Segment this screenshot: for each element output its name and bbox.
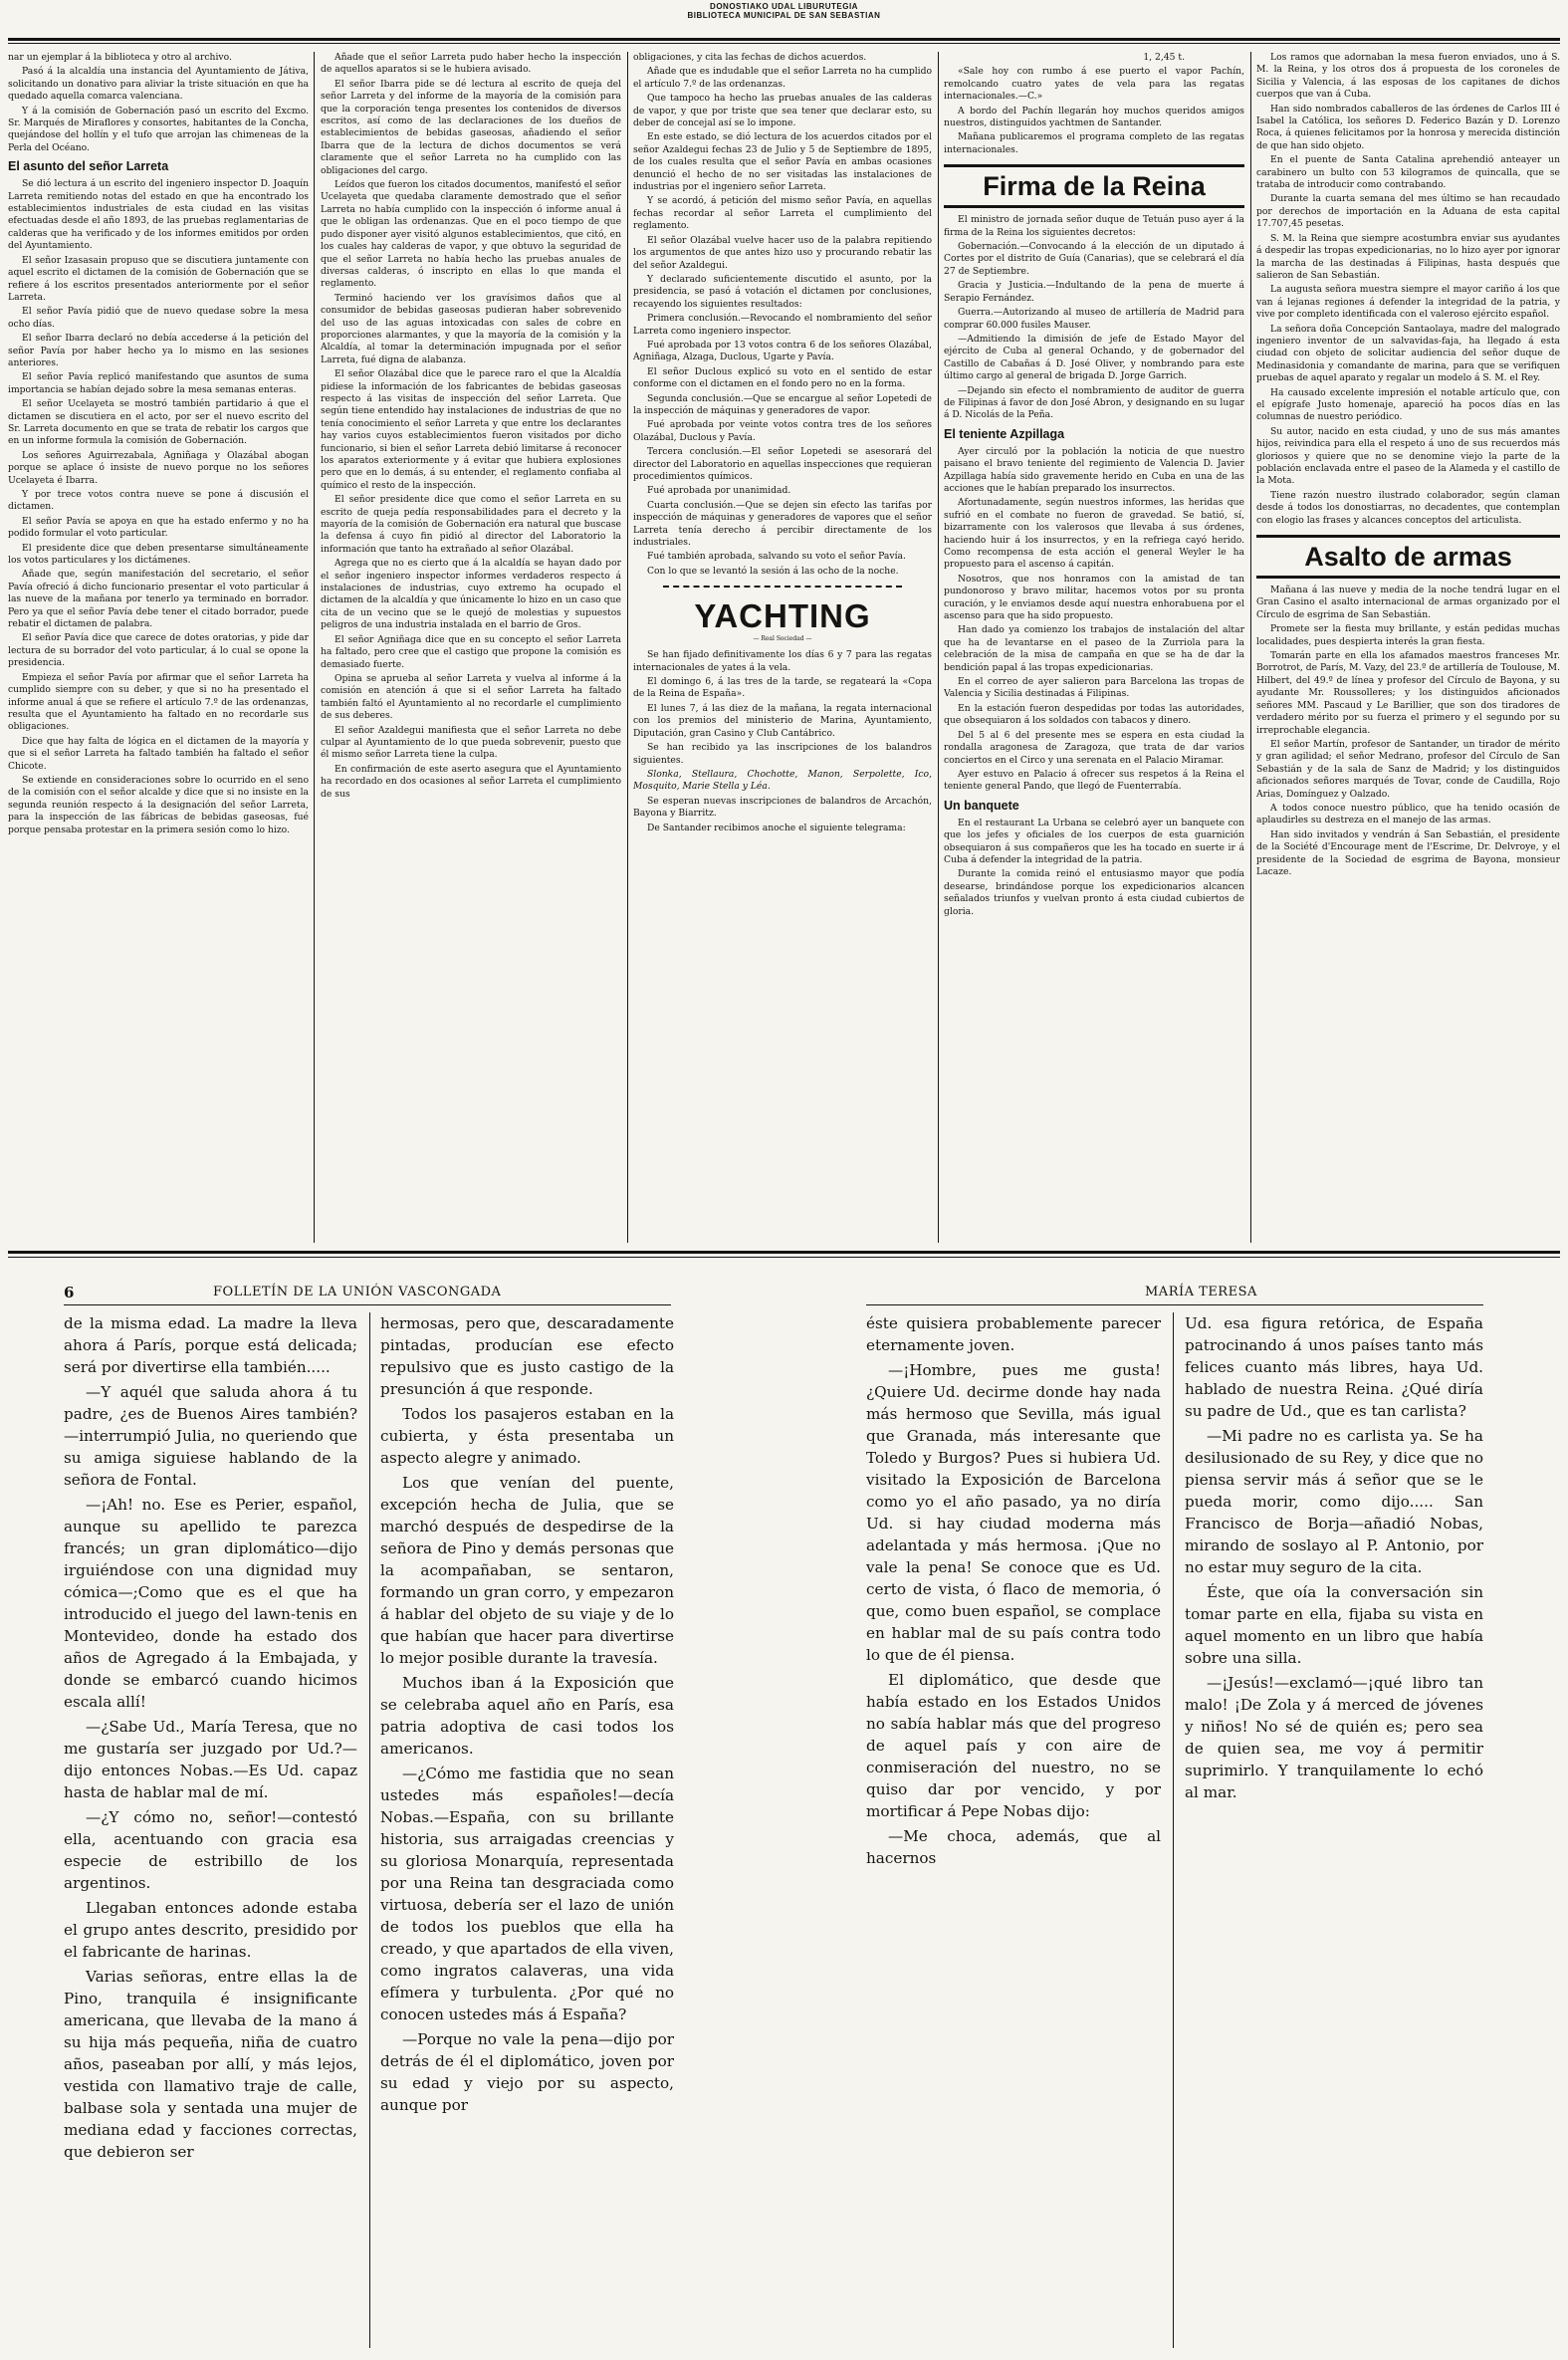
paragraph: El señor Ibarra declaró no debía accederse á la petición del señor Pavía por haber hecho ya lo mismo en las sesiones anteriores.: [8, 333, 309, 368]
paragraph: Gracia y Justicia.—Indultando de la pena de muerte á Serapio Fernández.: [944, 280, 1244, 304]
paragraph: de la misma edad. La madre la lleva ahora á París, porque está delicada; será por divertirse ella también.....: [64, 1314, 357, 1376]
paragraph: Se dió lectura á un escrito del ingeniero inspector D. Joaquín Larreta remitiendo notas del estado en que ha encontrado los establecimientos industriales de esta ciudad en las visitas efectuadas desde el año 1893, de las pruebas reglamentarias de calderas que ha verificado y de los informes emitidos por orden del Ayuntamiento.: [8, 178, 309, 252]
paragraph: Los ramos que adornaban la mesa fueron enviados, uno á S. M. la Reina, y los otros dos á propuesta de los coroneles de Sicilia y Valencia, á las esposas de los capitanes de dichos cuerpos que van á Cuba.: [1256, 52, 1560, 101]
subheading-azpillaga: El teniente Azpillaga: [944, 426, 1065, 441]
column-divider: [1250, 52, 1251, 1243]
paragraph: Gobernación.—Convocando á la elección de un diputado á Cortes por el distrito de Guía (Canarias), que se celebrará el día 27 de Septiembre.: [944, 241, 1244, 277]
paragraph: Slonka, Stellaura, Chochotte, Manon, Serpolette, Ico, Mosquito, Marie Stella y Léa.: [633, 768, 932, 793]
paragraph: Fué aprobada por 13 votos contra 6 de los señores Olazábal, Agniñaga, Alzaga, Duclous, Ugarte y Pavía.: [633, 339, 932, 363]
paragraph: Se han fijado definitivamente los días 6 y 7 para las regatas internacionales de yates á la vela.: [633, 649, 932, 673]
paragraph: El diplomático, que desde que había estado en los Estados Unidos no sabía hablar más que del progreso de aquel país y con aire de conmiseración del nuestro, no se quiso dar por vencido, y por mortificar á Pepe Nobas dijo:: [866, 1671, 1161, 1820]
paragraph: —Porque no vale la pena—dijo por detrás de él el diplomático, joven por su edad y viejo por su aspecto, aunque por: [380, 2030, 674, 2114]
paragraph: Han dado ya comienzo los trabajos de instalación del altar que ha de levantarse en el paseo de la Zurriola para la celebración de la misa de campaña en que se ha de dar la bendición papal á las tropas expedicionarias.: [944, 624, 1244, 673]
paragraph: Añade que el señor Larreta pudo haber hecho la inspección de aquellos aparatos si se le hubiera avisado.: [321, 52, 621, 76]
folletin-header-left: [64, 1285, 671, 1302]
subheading-banquete: Un banquete: [944, 798, 1019, 813]
folletin-divider: [369, 1312, 370, 2348]
telegram-time: 1, 2,45 t.: [1143, 52, 1185, 63]
paragraph: El señor Martín, profesor de Santander, un tirador de mérito y gran agilidad; el señor Medrano, profesor del Círculo de San Sebastián y de la sala de Sanz de Madrid; y los distinguidos aficionados señores marqués de Tovar, conde de Caudilla, Rojo Arias, Domínguez y Oalzado.: [1256, 738, 1560, 800]
paragraph: Añade que es indudable que el señor Larreta no ha cumplido el artículo 7.º de las ordenanzas.: [633, 66, 932, 90]
news-section: [8, 52, 1560, 1245]
paragraph: Terminó haciendo ver los gravísimos daños que al consumidor de bebidas gaseosas pudieran haber sobrevenido del uso de las aguas intoxicadas con sales de cobre en proporciones alarmantes, y que la mayoría de la comisión y la Alcaldía, al tomar la determinación impugnada por el señor Larreta, fué digna de alabanza.: [321, 292, 621, 365]
paragraph: El señor Agniñaga dice que en su concepto el señor Larreta ha faltado, pero cree que el castigo que propone la comisión es demasiado fuerte.: [321, 633, 621, 670]
paragraph: En el puente de Santa Catalina aprehendió anteayer un carabinero un bulto con 53 kilogramos de quincalla, que se trataba de introducir como contrabando.: [1256, 154, 1560, 191]
paragraph: El señor Izasasain propuso que se discutiera juntamente con aquel escrito el dictamen de la comisión de Gobernación que se refiere á los escritos presentados anteriormente por el señor Larreta.: [8, 254, 309, 303]
paragraph: El señor Pavía se apoya en que ha estado enfermo y no ha podido formular el voto particular.: [8, 515, 309, 540]
library-stamp: [0, 2, 1568, 20]
section-divider: [663, 586, 902, 588]
paragraph: El señor Duclous explicó su voto en el sentido de estar conforme con el dictamen en el fondo pero no en la forma.: [633, 365, 932, 390]
paragraph: El presidente dice que deben presentarse simultáneamente los votos particulares y los dictámenes.: [8, 542, 309, 567]
stamp-line-1: DONOSTIAKO UDAL LIBURUTEGIA: [710, 2, 858, 11]
firma-heading: Firma de la Reina: [944, 164, 1244, 208]
paragraph: Primera conclusión.—Revocando el nombramiento del señor Larreta como ingeniero inspector.: [633, 313, 932, 337]
page-number: 6: [64, 1284, 75, 1301]
column-4: [944, 52, 1244, 1245]
paragraph: —¡Jesús!—exclamó—¡qué libro tan malo! ¡De Zola y á merced de jóvenes y niños! No sé de quién es; pero sea de quien sea, me voy á permitir suprimirlo. Y tranquilamente lo echó al mar.: [1185, 1674, 1483, 1801]
paragraph: —¿Y cómo no, señor!—contestó ella, acentuando con gracia esa especie de estribillo de los argentinos.: [64, 1808, 357, 1892]
novel-title: MARÍA TERESA: [1145, 1285, 1257, 1299]
folletin-column-2: [380, 1312, 674, 2358]
paragraph: De Santander recibimos anoche el siguiente telegrama:: [647, 822, 906, 833]
paragraph: «Sale hoy con rumbo á ese puerto el vapor Pachín, remolcando cuatro yates de vela para las regatas internacionales.—C.»: [944, 66, 1244, 103]
paragraph: En este estado, se dió lectura de los acuerdos citados por el señor Azaldegui fechas 23 de Julio y 5 de Septiembre de 1895, de los cuales resulta que el señor Pavía en ambas ocasiones denunció el hecho de no ser visitadas las instalaciones de industrias por el ingeniero señor Larreta.: [633, 131, 932, 193]
paragraph: Nosotros, que nos honramos con la amistad de tan pundonoroso y bravo militar, hacemos votos por su pronta curación, y le enviamos desde aquí nuestra enhorabuena por el ascenso para que ha sido propuesto.: [944, 573, 1244, 622]
paragraph: —Me choca, además, que al hacernos: [866, 1827, 1161, 1867]
section-rule: [8, 1251, 1560, 1254]
paragraph: Fué aprobada por veinte votos contra tres de los señores Olazábal, Duclous y Pavía.: [633, 419, 932, 443]
paragraph: Guerra.—Autorizando al museo de artillería de Madrid para comprar 60.000 fusiles Mauser.: [944, 307, 1244, 331]
paragraph: Muchos iban á la Exposición que se celebraba aquel año en París, esa patria adoptiva de casi todos los americanos.: [380, 1674, 674, 1758]
paragraph: Llegaban entonces adonde estaba el grupo antes descrito, presidido por el fabricante de harinas.: [64, 1899, 357, 1961]
paragraph: A todos conoce nuestro público, que ha tenido ocasión de aplaudirles su destreza en el manejo de las armas.: [1256, 802, 1560, 826]
paragraph: Ud. esa figura retórica, de España patrocinando á unos países tanto más felices cuanto más libres, haya Ud. hablado de nuestra Reina. ¿Qué diría su padre de Ud., que es tan carlista?: [1185, 1314, 1483, 1420]
paragraph: —Dejando sin efecto el nombramiento de auditor de guerra de Filipinas á favor de don José Abron, y designando en su lugar á D. Nicolás de la Peña.: [944, 384, 1244, 421]
top-rule: [8, 38, 1560, 41]
paragraph: obligaciones, y cita las fechas de dichos acuerdos.: [633, 52, 867, 63]
paragraph: —Y aquél que saluda ahora á tu padre, ¿es de Buenos Aires también?—interrumpió Julia, no queriendo que su amiga siguiese hablando de la señora de Fontal.: [64, 1383, 357, 1489]
paragraph: Ayer circuló por la población la noticia de que nuestro paisano el bravo teniente del regimiento de Valencia D. Javier Azpillaga había sido gravemente herido en Cuba en una de las acciones que le habían preparado los insurrectos.: [944, 445, 1244, 494]
paragraph: Segunda conclusión.—Que se encargue al señor Lopetedi de la inspección de máquinas y generadores de vapor.: [633, 392, 932, 416]
paragraph: Se han recibido ya las inscripciones de los balandros siguientes.: [633, 742, 932, 766]
paragraph: Cuarta conclusión.—Que se dejen sin efecto las tarifas por inspección de máquinas y generadores de vapores que el señor Larreta tenía derecho á percibir directamente de los industriales.: [633, 499, 932, 549]
paragraph: S. M. la Reina que siempre acostumbra enviar sus ayudantes á despedir las tropas expedicionarias, no lo hizo ayer por ignorar la marcha de las destinadas á Filipinas, hasta después que salieron de San Sebastián.: [1256, 232, 1560, 281]
paragraph: El ministro de jornada señor duque de Tetuán puso ayer á la firma de la Reina los siguientes decretos:: [944, 214, 1244, 238]
paragraph: Durante la comida reinó el entusiasmo mayor que podía desearse, brindándose porque los expedicionarios alcancen señalados triunfos y vuelvan pronto á esta ciudad cubiertos de gloria.: [944, 868, 1244, 917]
asalto-heading: Asalto de armas: [1256, 535, 1560, 579]
paragraph: Promete ser la fiesta muy brillante, y están pedidas muchas localidades, pues despierta interés la gran fiesta.: [1256, 623, 1560, 647]
paragraph: El señor Pavía replicó manifestando que asuntos de suma importancia se habían dejado sobre la mesa semanas enteras.: [8, 371, 309, 395]
paragraph: éste quisiera probablemente parecer eternamente joven.: [866, 1314, 1161, 1354]
paragraph: —¡Ah! no. Ese es Perier, español, aunque su apellido te parezca francés; un gran diplomático—dijo irguiéndose con una dignidad muy cómica—;Como que es el que ha introducido el juego del lawn-tenis en Montevideo, donde ha estado dos años de Agregado á la Embajada, y donde se embarcó cuando hicimos escala allí!: [64, 1496, 357, 1711]
paragraph: —Admitiendo la dimisión de jefe de Estado Mayor del ejército de Cuba al general Ochando, y de gobernador del Castillo de Cabañas á D. José Oliver, y nombrando para este último cargo al general de brigada D. Jorge Garrich.: [944, 333, 1244, 382]
paragraph: Empieza el señor Pavía por afirmar que el señor Larreta ha cumplido siempre con su deber, y que si no ha presentado el informe anual á que se refiere el artículo 7.º de las ordenanzas, resulta que el Ayuntamiento ha faltado en no recordarle sus obligaciones.: [8, 671, 309, 733]
paragraph: Los señores Aguirrezabala, Agniñaga y Olazábal abogan porque se aplace ó insiste de nuevo porque no los señores Ucelayeta é Ibarra.: [8, 449, 309, 486]
paragraph: El señor Ibarra pide se dé lectura al escrito de queja del señor Larreta y del informe de la mayoría de la comisión para que la corporación tenga presentes los contenidos de diversos escritos, así como de las declaraciones de los dueños de establecimientos de bebidas gaseosas, añadiendo el señor Ibarra que de la lectura de dichos documentos se verá claramente que el señor Larreta no ha cumplido con las obligaciones del cargo.: [321, 78, 621, 176]
folletin-title: FOLLETÍN DE LA UNIÓN VASCONGADA: [213, 1285, 502, 1299]
paragraph: Con lo que se levantó la sesión á las ocho de la noche.: [647, 565, 899, 577]
paragraph: Varias señoras, entre ellas la de Pino, tranquila é insignificante americana, que llevaba de la mano á su hija más pequeña, niña de cuatro años, paseaban por allí, y más lejos, vestida con llamativo traje de calle, balbase sola y sentada una mujer de mediana edad y facciones correctas, que debieron ser: [64, 1968, 357, 2161]
paragraph: El señor Olazábal vuelve hacer uso de la palabra repitiendo los argumentos de que antes hizo uso y procurando rebatir las del señor Azaldegui.: [633, 234, 932, 271]
paragraph: Mañana á las nueve y media de la noche tendrá lugar en el Gran Casino el asalto internacional de armas organizado por el Círculo de esgrima de San Sebastián.: [1256, 585, 1560, 620]
column-1: [8, 52, 309, 1245]
paragraph: —¡Hombre, pues me gusta! ¿Quiere Ud. decirme donde hay nada más hermoso que Sevilla, más igual que Granada, más interesante que Toledo y Burgos? Pues si hubiera Ud. visitado la Exposición de Barcelona como yo el año pasado, ya no diría Ud. si hay ciudad moderna más adelantada y más hermosa. ¡Que no vale la pena! Se conoce que es Ud. certo de vista, ó flaco de memoria, ó que, como buen español, se complace en hablar mal de su país contra todo lo que de él piensa.: [866, 1361, 1161, 1664]
paragraph: Y por trece votos contra nueve se pone á discusión el dictamen.: [8, 489, 309, 513]
paragraph: Fué aprobada por unanimidad.: [647, 485, 791, 497]
paragraph: —Mi padre no es carlista ya. Se ha desilusionado de su Rey, y dice que no piensa servir más á señor que se le pueda morir, como dijo..... San Francisco de Borja—añadió Nobas, mirando de soslayo al P. Antonio, por no estar muy seguro de la cita.: [1185, 1427, 1483, 1576]
paragraph: El señor Ucelayeta se mostró también partidario á que el dictamen se discutiera en el acto, por ser el nuevo escrito del Sr. Larreta documento en que se trata de rebatir los cargos que en un informe formula la comisión de Gobernación.: [8, 398, 309, 447]
paragraph: Los que venían del puente, excepción hecha de Julia, que se marchó después de despedirse de la señora de Pino y demás personas que la acompañaban, se sentaron, formando un gran corro, y empezaron á hablar del objeto de su viaje y de lo que habían que hacer para divertirse lo mejor posible durante la travesía.: [380, 1474, 674, 1667]
paragraph: Mañana publicaremos el programa completo de las regatas internacionales.: [944, 131, 1244, 155]
folletin-rule-left: [64, 1304, 671, 1305]
paragraph: Que tampoco ha hecho las pruebas anuales de las calderas de vapor, y que por triste que sea tener que declarar esto, su deber de concejal así se lo impone.: [633, 93, 932, 129]
stamp-line-2: BIBLIOTECA MUNICIPAL DE SAN SEBASTIAN: [687, 11, 881, 20]
paragraph: hermosas, pero que, descaradamente pintadas, producían ese efecto repulsivo que es justo castigo de la presunción á que responde.: [380, 1314, 674, 1398]
paragraph: nar un ejemplar á la biblioteca y otro al archivo.: [8, 52, 232, 63]
paragraph: Del 5 al 6 del presente mes se espera en esta ciudad la rondalla aragonesa de Zaragoza, que trata de dar varios conciertos en el Circo y una serenata en el Palacio Miramar.: [944, 729, 1244, 766]
folletin-column-1: [64, 1312, 357, 2358]
paragraph: Durante la cuarta semana del mes último se han recaudado por derechos de importación en la Aduana de esta capital 17.707,45 pesetas.: [1256, 193, 1560, 230]
paragraph: Se extiende en consideraciones sobre lo ocurrido en el seno de la comisión con el señor alcalde y dice que si no insiste en la segunda reunión respecto á la designación del señor Larreta, para la inspección de las fábricas de bebidas gaseosas, fué porque pensaba protestar en la primera sesión como lo hizo.: [8, 774, 309, 835]
paragraph: En el restaurant La Urbana se celebró ayer un banquete con que los jefes y oficiales de los cuerpos de esta guarnición obsequiaron á sus compañeros que les ha tocado en suerte ir á Cuba á defender la integridad de la patria.: [944, 817, 1244, 865]
folletin-column-4: [1185, 1312, 1483, 2358]
paragraph: El domingo 6, á las tres de la tarde, se regateará la «Copa de la Reina de España».: [633, 676, 932, 700]
paragraph: Ha causado excelente impresión el notable artículo que, con el epígrafe Justo homenaje, apareció ha pocos días en las columnas de nuestro periódico.: [1256, 386, 1560, 423]
paragraph: Fué también aprobada, salvando su voto el señor Pavía.: [647, 551, 906, 563]
paragraph: La augusta señora muestra siempre el mayor cariño á los que van á lejanas regiones á defender la integridad de la patria, y vive por completo identificada con el valeroso ejército español.: [1256, 284, 1560, 321]
paragraph: Dice que hay falta de lógica en el dictamen de la mayoría y que si el señor Larreta ha faltado también ha faltado el señor Chicote.: [8, 735, 309, 772]
paragraph: Tiene razón nuestro ilustrado colaborador, según claman desde á todos los donostiarras, no decadentes, que contemplan con elogio las frases y alcances conceptos del articulista.: [1256, 489, 1560, 526]
paragraph: El señor Azaldegui manifiesta que el señor Larreta no debe culpar al Ayuntamiento de lo que pueda sobrevenir, puesto que él mismo señor Larreta tiene la culpa.: [321, 724, 621, 761]
paragraph: Y declarado suficientemente discutido el asunto, por la presidencia, se pasó á votación el dictamen por conclusiones, recayendo los siguientes resultados:: [633, 273, 932, 310]
paragraph: Tercera conclusión.—El señor Lopetedi se asesorará del director del Laboratorio en aquellas inspecciones que requieran procedimientos químicos.: [633, 446, 932, 482]
top-rule-thin: [8, 43, 1560, 44]
column-3: [633, 52, 932, 1245]
paragraph: Y se acordó, á petición del mismo señor Pavía, en aquellas fechas recordar al señor Larreta el cumplimiento del reglamento.: [633, 195, 932, 232]
column-divider: [314, 52, 315, 1243]
paragraph: Su autor, nacido en esta ciudad, y uno de sus más amantes hijos, reivindica para ella el respeto á uno de sus recuerdos más gloriosos y quiere que no se denomine viejo la parte de la población enclavada entre el paseo de la Alameda y el castillo de la Mota.: [1256, 425, 1560, 487]
paragraph: El señor presidente dice que como el señor Larreta en su escrito de queja pedía responsabilidades para el decreto y la mayoría de la comisión de Gobernación era natural que buscase la defensa á cuyo fin pidió al director del Laboratorio la información que tanto ha extrañado al señor Olazábal.: [321, 494, 621, 555]
yachting-subheading: — Real Sociedad —: [753, 635, 812, 643]
paragraph: A bordo del Pachín llegarán hoy muchos queridos amigos nuestros, distinguidos yachtmen de Santander.: [944, 105, 1244, 129]
paragraph: Todos los pasajeros estaban en la cubierta, y ésta presentaba un aspecto alegre y animado.: [380, 1405, 674, 1467]
paragraph: Leídos que fueron los citados documentos, manifestó el señor Ucelayeta que quedaba claramente demostrado que el señor Larreta no había cumplido con la inspección ó informe anual á que le obligan las ordenanzas. Que en el poco tiempo de que pudo disponer ayer visitó algunos establecimientos, que citó, en los cuales hay calderas de vapor, y que obtuvo la seguridad de que el señor Larreta no había hecho las pruebas anuales de diversas calderas, ó inscripto en ellas lo que manda el reglamento.: [321, 179, 621, 290]
paragraph: —¿Cómo me fastidia que no sean ustedes más españoles!—decía Nobas.—España, con su brillante historia, sus arraigadas creencias y su gloriosa Monarquía, representada por una Reina tan desgraciada como virtuosa, debería ser el lazo de unión de todos los pueblos que ella ha creado, y que apartados de ella viven, como ingratos calaveras, una vida efímera y turbulenta. ¿Por qué no conocen ustedes más á España?: [380, 1765, 674, 2023]
paragraph: En confirmación de este aserto asegura que el Ayuntamiento ha recordado en dos ocasiones al señor Larreta el cumplimiento de sus: [321, 763, 621, 800]
column-2: [321, 52, 621, 1245]
yachting-heading: YACHTING: [694, 597, 871, 635]
paragraph: El lunes 7, á las diez de la mañana, la regata internacional con los premios del ministerio de Marina, Ayuntamiento, Diputación, gran Casino y Club Cantábrico.: [633, 702, 932, 739]
paragraph: Han sido nombrados caballeros de las órdenes de Carlos III é Isabel la Católica, los señores D. Federico Bazán y D. Lorenzo Roca, á quienes felicitamos por la honrosa y merecida distinción de que han sido objeto.: [1256, 103, 1560, 151]
paragraph: Opina se aprueba al señor Larreta y vuelva al informe á la comisión en atención á que si el señor Larreta ha faltado también faltó el Ayuntamiento al no recordarle el cumplimiento de sus deberes.: [321, 672, 621, 722]
folletin-column-3: [866, 1312, 1161, 2358]
paragraph: Ayer estuvo en Palacio á ofrecer sus respetos á la Reina el teniente general Pando, que llegó de Fuenterrabía.: [944, 768, 1244, 793]
column-5: [1256, 52, 1560, 1245]
paragraph: Agrega que no es cierto que á la alcaldía se hayan dado por el señor ingeniero inspector informes verdaderos respecto á instalaciones de industrias, cuyo extremo ha ocupado el dictamen de la alcaldía y que únicamente lo hizo en un caso que cita de un vecino que se le quejó de molestias y supuestos peligros de una industria instalada en el barrio de Gros.: [321, 558, 621, 631]
paragraph: Se esperan nuevas inscripciones de balandros de Arcachón, Bayona y Biarritz.: [633, 795, 932, 820]
paragraph: La señora doña Concepción Santaolaya, madre del malogrado ingeniero inventor de un salvavidas-faja, ha llegado á esta ciudad con objeto de solicitar audiencia del señor duque de Medinasidonia y comandante de marina, para que se verifiquen pruebas de aquel aparato y regalar un modelo á S. M. el Rey.: [1256, 323, 1560, 384]
paragraph: —¿Sabe Ud., María Teresa, que no me gustaría ser juzgado por Ud.?—dijo entonces Nobas.—Es Ud. capaz hasta de hablar mal de mí.: [64, 1718, 357, 1801]
column-divider: [938, 52, 939, 1243]
paragraph: Y á la comisión de Gobernación pasó un escrito del Excmo. Sr. Marqués de Miraflores y consortes, habitantes de la Concha, quejándose del hollín y el tufo que arrojan las chimeneas de la Perla del Océano.: [8, 105, 309, 153]
paragraph: Han sido invitados y vendrán á San Sebastián, el presidente de la Société d'Encourage ment de l'Escrime, Dr. Delvroye, y el presidente de la Sociedad de esgrima de Bayona, monsieur Lacaze.: [1256, 828, 1560, 877]
paragraph: Afortunadamente, según nuestros informes, las heridas que sufrió en el combate no fueron de gravedad. Se batió, sí, bizarramente con los valerosos que llevaba á sus órdenes, haciendo huir á los insurrectos, y en la refriega cayó herido. Como recompensa de esta acción el general Weyler le ha propuesto para el ascenso á capitán.: [944, 497, 1244, 571]
paragraph: Añade que, según manifestación del secretario, el señor Pavía ofreció á dicho funcionario presentar el voto particular á las nueve de la mañana por tenerlo ya terminado en borrador. Pero ya que el señor Pavía debe tener el citado borrador, puede rebatir el dictamen de palabra.: [8, 569, 309, 630]
paragraph: Tomarán parte en ella los afamados maestros franceses Mr. Borrotrot, de París, M. Vazy, del 23.º de artillería de Toulouse, M. Hilbert, del 49.º de línea y profesor del Círculo de Bayona, y su ayudante Mr. Roussolleres; y los distinguidos aficionados señores MM. Pascaud y Le Barillier, que son dos tiradores de verdadero mérito por su fuerza el primero y el segundo por su irreprochable elegancia.: [1256, 650, 1560, 736]
folletin-divider: [1173, 1312, 1174, 2348]
paragraph: El señor Olazábal dice que le parece raro el que la Alcaldía pidiese la información de los fabricantes de bebidas gaseosas respecto á las visitas de inspección del señor Larreta. Que según tiene entendido hay instalaciones de industrias de que no tenía conocimiento el señor Larreta y que entre los declarantes hay varios cuyos establecimientos fueron visitados por dicho funcionario, si bien el señor Larreta debió limitarse á reconocer los aparatos exteriormente y á evitar que hubiera explosiones pero que en lo demás, á su entender, el reglamento confiaba al químico el resto de la inspección.: [321, 368, 621, 491]
folletin-rule-right: [866, 1304, 1483, 1305]
paragraph: El señor Pavía pidió que de nuevo quedase sobre la mesa ocho días.: [8, 306, 309, 330]
subheading-larreta: El asunto del señor Larreta: [8, 159, 169, 174]
paragraph: El señor Pavía dice que carece de dotes oratorias, y pide dar lectura de su borrador del voto particular, á lo cual se opone la presidencia.: [8, 632, 309, 669]
section-rule-thin: [8, 1257, 1560, 1258]
paragraph: En el correo de ayer salieron para Barcelona las tropas de Valencia y Sicilia destinadas á Filipinas.: [944, 676, 1244, 700]
paragraph: Pasó á la alcaldía una instancia del Ayuntamiento de Játiva, solicitando un donativo para aliviar la triste situación en que ha quedado aquella comarca valenciana.: [8, 66, 309, 103]
paragraph: Éste, que oía la conversación sin tomar parte en ella, fijaba su vista en aquel momento en un libro que había sobre una silla.: [1185, 1583, 1483, 1667]
paragraph: En la estación fueron despedidas por todas las autoridades, que obsequiaron á los soldados con tabacos y dinero.: [944, 702, 1244, 727]
column-divider: [627, 52, 628, 1243]
